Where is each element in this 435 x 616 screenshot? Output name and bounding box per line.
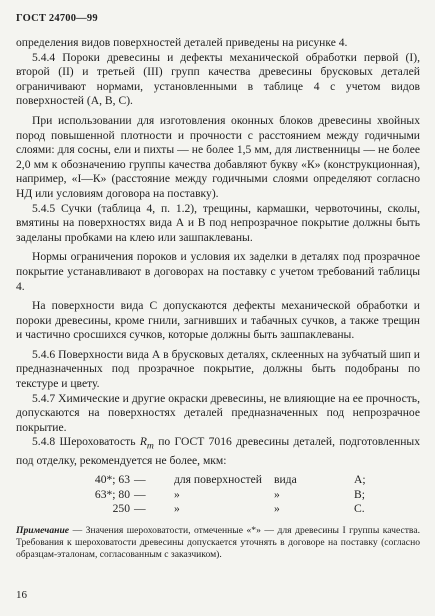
paragraph: На поверхности вида С допускаются дефекты механической обработки и пороки древесины, кроме гнили, загнивших и табачных сучков, а также трещин и частично сросшихся сучков, которые должны быть зашпаклеваны.	[16, 299, 420, 342]
roughness-row	[16, 473, 420, 488]
roughness-list	[16, 473, 420, 517]
roughness-row	[16, 502, 420, 517]
body-text	[16, 36, 420, 561]
paragraph: 5.4.5 Сучки (таблица 4, п. 1.2), трещины, кармашки, червоточины, сколы, вмятины на поверхностях вида А и В под непрозрачное покрытие должны быть заделаны пробками на клею или зашпаклеваны.	[16, 201, 420, 244]
note	[16, 525, 420, 561]
dash: —	[134, 502, 146, 516]
type-label: вида	[274, 472, 297, 486]
surface-label: для поверхностей	[174, 472, 262, 486]
ditto-mark: »	[174, 502, 180, 516]
page-number: 16	[16, 589, 27, 601]
ditto-mark: »	[274, 502, 280, 516]
paragraph: определения видов поверхностей деталей приведены на рисунке 4.	[16, 36, 348, 49]
surface-type: С.	[354, 502, 365, 516]
ditto-mark: »	[274, 487, 280, 501]
paragraph-roughness	[16, 435, 420, 469]
page-header: ГОСТ 24700—99	[16, 13, 98, 24]
dash: —	[134, 472, 146, 486]
surface-type: А;	[354, 472, 366, 486]
paragraph: Нормы ограничения пороков и условия их заделки в деталях под прозрачное покрытие устанавливают в договорах на поставку с учетом требований таблицы 4.	[16, 250, 420, 293]
surface-type: В;	[354, 487, 365, 501]
roughness-values: 63*; 80	[94, 487, 130, 501]
paragraph: 5.4.6 Поверхности вида А в брусковых деталях, склеенных на зубчатый шип и предназначенных под прозрачное покрытие, должны быть подобраны по текстуре и цвету.	[16, 347, 420, 391]
roughness-symbol: R	[139, 435, 147, 449]
text-span: по ГОСТ 7016 древесины деталей, подготовленных под отделку, рекомендуется не более, мкм:	[16, 435, 420, 468]
paragraph: 5.4.7 Химические и другие окраски древесины, не влияющие на ее прочность, допускаются на поверхностях деталей предназначенных под непрозрачное покрытие.	[16, 391, 420, 434]
roughness-subscript: m	[146, 440, 154, 452]
note-label: Примечание	[16, 524, 70, 536]
ditto-mark: »	[174, 487, 180, 501]
roughness-row	[16, 488, 420, 503]
roughness-values: 250	[112, 502, 130, 516]
text-span: 5.4.8 Шероховатость	[32, 435, 140, 449]
roughness-values: 40*; 63	[94, 472, 130, 486]
paragraph: 5.4.4 Пороки древесины и дефекты механической обработки первой (I), второй (II) и третьей (III) групп качества древесины брусковых деталей ограничивают нормами, установленными в таблице 4 с учетом видов поверхностей (А, В, С).	[16, 50, 420, 108]
paragraph: При использовании для изготовления оконных блоков древесины хвойных пород повышенной плотности и прочности с расстоянием между годичными слоями: для сосны, ели и пихты — не более 1,5 мм, для лиственницы — не более 2,0 мм к обозначению группы качества добавляют букву «К» (конструкционная), например, «I—К» (расстояние между годичными слоями определяют согласно НД или условиям договора на поставку).	[16, 113, 420, 200]
dash: —	[134, 487, 146, 501]
note-text: — Значения шероховатости, отмеченные «*» — для древесины I группы качества. Требования к шероховатости древесины допускается уточнять в договоре на поставку (согласно образцам-эталонам, согласованным с заказчиком).	[16, 524, 420, 560]
